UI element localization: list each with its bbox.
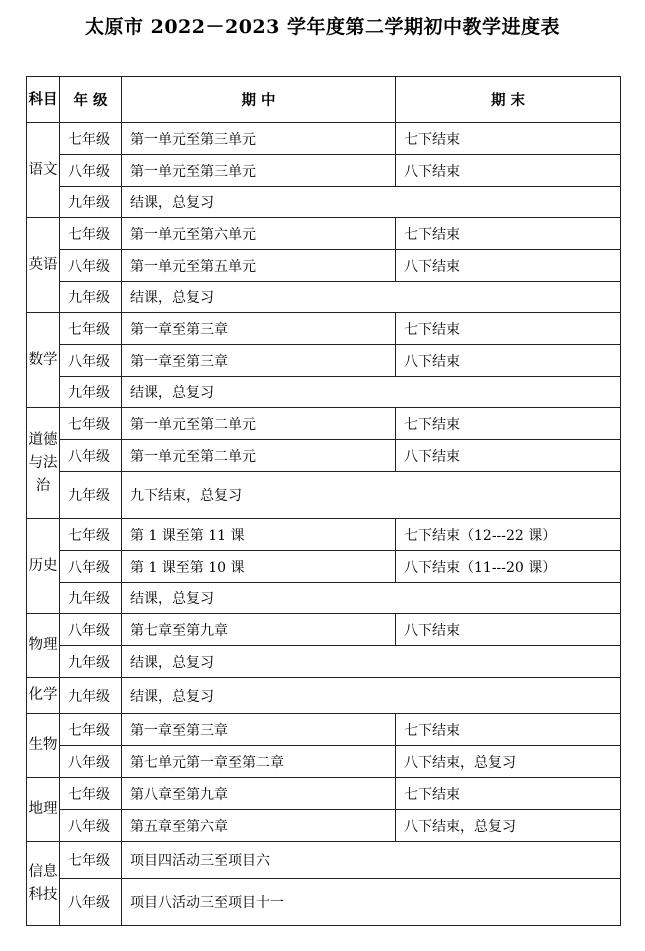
subject-cell: 英语	[27, 218, 60, 313]
final-cell: 八下结束	[396, 440, 621, 472]
grade-cell: 八年级	[60, 879, 122, 926]
grade-cell: 九年级	[60, 377, 122, 408]
table-row	[27, 646, 621, 678]
midterm-cell: 第七单元第一章至第二章	[122, 746, 396, 778]
table-row	[27, 345, 621, 377]
table-row	[27, 377, 621, 408]
midterm-cell: 第一单元至第二单元	[122, 408, 396, 440]
grade-cell: 九年级	[60, 187, 122, 218]
subject-cell: 物理	[27, 614, 60, 678]
midterm-cell: 项目四活动三至项目六	[122, 842, 621, 879]
final-cell: 七下结束	[396, 123, 621, 155]
grade-cell: 八年级	[60, 810, 122, 842]
final-cell: 八下结束（11---20 课）	[396, 551, 621, 583]
table-row	[27, 551, 621, 583]
table-row	[27, 879, 621, 926]
grade-cell: 七年级	[60, 123, 122, 155]
grade-cell: 九年级	[60, 472, 122, 519]
table-row	[27, 714, 621, 746]
table-row	[27, 810, 621, 842]
final-cell: 七下结束	[396, 313, 621, 345]
table-row	[27, 187, 621, 218]
grade-cell: 九年级	[60, 583, 122, 614]
table-row	[27, 583, 621, 614]
grade-cell: 九年级	[60, 678, 122, 714]
grade-cell: 八年级	[60, 551, 122, 583]
table-row	[27, 678, 621, 714]
grade-cell: 七年级	[60, 519, 122, 551]
header-grade: 年 级	[60, 77, 122, 123]
table-row	[27, 123, 621, 155]
table-row	[27, 614, 621, 646]
midterm-cell: 九下结束，总复习	[122, 472, 621, 519]
grade-cell: 八年级	[60, 440, 122, 472]
midterm-cell: 结课，总复习	[122, 678, 621, 714]
table-row	[27, 842, 621, 879]
table-row	[27, 282, 621, 313]
header-final: 期 末	[396, 77, 621, 123]
midterm-cell: 结课，总复习	[122, 187, 621, 218]
table-row	[27, 746, 621, 778]
subject-cell: 道德与法治	[27, 408, 60, 519]
final-cell: 七下结束（12---22 课）	[396, 519, 621, 551]
subject-cell: 生物	[27, 714, 60, 778]
midterm-cell: 第一单元至第二单元	[122, 440, 396, 472]
table-row	[27, 313, 621, 345]
final-cell: 八下结束	[396, 155, 621, 187]
final-cell: 八下结束	[396, 345, 621, 377]
table-row	[27, 472, 621, 519]
final-cell: 七下结束	[396, 778, 621, 810]
grade-cell: 七年级	[60, 408, 122, 440]
subject-cell: 信息科技	[27, 842, 60, 926]
table-row	[27, 408, 621, 440]
final-cell: 七下结束	[396, 408, 621, 440]
subject-cell: 语文	[27, 123, 60, 218]
midterm-cell: 结课，总复习	[122, 646, 621, 678]
grade-cell: 九年级	[60, 282, 122, 313]
subject-cell: 地理	[27, 778, 60, 842]
midterm-cell: 结课，总复习	[122, 583, 621, 614]
grade-cell: 八年级	[60, 614, 122, 646]
midterm-cell: 第一单元至第六单元	[122, 218, 396, 250]
grade-cell: 九年级	[60, 646, 122, 678]
grade-cell: 八年级	[60, 345, 122, 377]
grade-cell: 七年级	[60, 714, 122, 746]
grade-cell: 七年级	[60, 778, 122, 810]
grade-cell: 八年级	[60, 155, 122, 187]
midterm-cell: 第五章至第六章	[122, 810, 396, 842]
grade-cell: 七年级	[60, 313, 122, 345]
midterm-cell: 结课，总复习	[122, 377, 621, 408]
final-cell: 八下结束，总复习	[396, 810, 621, 842]
table-row	[27, 519, 621, 551]
table-row	[27, 778, 621, 810]
subject-cell: 化学	[27, 678, 60, 714]
grade-cell: 七年级	[60, 842, 122, 879]
midterm-cell: 第七章至第九章	[122, 614, 396, 646]
midterm-cell: 第一章至第三章	[122, 313, 396, 345]
grade-cell: 七年级	[60, 218, 122, 250]
table-row	[27, 218, 621, 250]
midterm-cell: 第一单元至第三单元	[122, 123, 396, 155]
midterm-cell: 第一章至第三章	[122, 714, 396, 746]
midterm-cell: 项目八活动三至项目十一	[122, 879, 621, 926]
header-midterm: 期 中	[122, 77, 396, 123]
final-cell: 八下结束	[396, 614, 621, 646]
table-row	[27, 250, 621, 282]
schedule-table	[26, 76, 621, 926]
subject-cell: 历史	[27, 519, 60, 614]
grade-cell: 八年级	[60, 746, 122, 778]
midterm-cell: 结课，总复习	[122, 282, 621, 313]
table-row	[27, 155, 621, 187]
midterm-cell: 第一章至第三章	[122, 345, 396, 377]
final-cell: 七下结束	[396, 218, 621, 250]
final-cell: 七下结束	[396, 714, 621, 746]
final-cell: 八下结束，总复习	[396, 746, 621, 778]
header-row	[27, 77, 621, 123]
midterm-cell: 第一单元至第五单元	[122, 250, 396, 282]
midterm-cell: 第 1 课至第 11 课	[122, 519, 396, 551]
midterm-cell: 第 1 课至第 10 课	[122, 551, 396, 583]
midterm-cell: 第一单元至第三单元	[122, 155, 396, 187]
page-title: 太原市 2022－2023 学年度第二学期初中教学进度表	[85, 16, 560, 38]
midterm-cell: 第八章至第九章	[122, 778, 396, 810]
final-cell: 八下结束	[396, 250, 621, 282]
grade-cell: 八年级	[60, 250, 122, 282]
header-subject: 科目	[27, 77, 60, 123]
table-row	[27, 440, 621, 472]
schedule-body	[27, 123, 621, 926]
subject-cell: 数学	[27, 313, 60, 408]
